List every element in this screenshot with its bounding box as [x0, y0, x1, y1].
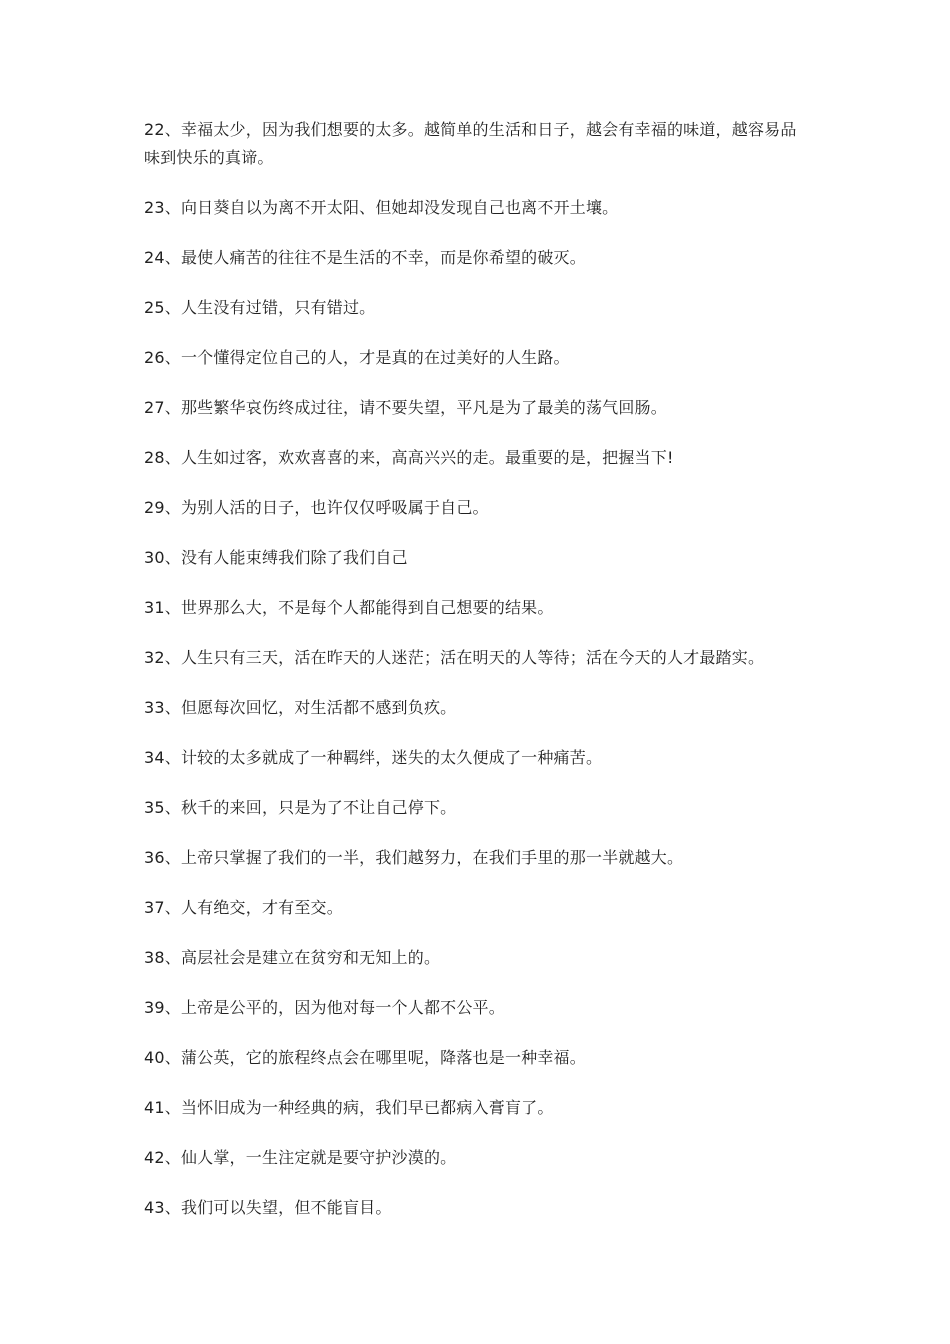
quote-paragraph: 38、高层社会是建立在贫穷和无知上的。: [144, 948, 441, 967]
quote-paragraph: 37、人有绝交，才有至交。: [144, 898, 343, 917]
quote-paragraph: 40、蒲公英，它的旅程终点会在哪里呢，降落也是一种幸福。: [144, 1048, 586, 1067]
quote-paragraph: 28、人生如过客，欢欢喜喜的来，高高兴兴的走。最重要的是，把握当下!: [144, 448, 674, 467]
quote-paragraph: 29、为别人活的日子，也许仅仅呼吸属于自己。: [144, 498, 489, 517]
quote-paragraph: 36、上帝只掌握了我们的一半，我们越努力，在我们手里的那一半就越大。: [144, 848, 684, 867]
quote-paragraph: 39、上帝是公平的，因为他对每一个人都不公平。: [144, 998, 505, 1017]
quote-paragraph: 27、那些繁华哀伤终成过往，请不要失望，平凡是为了最美的荡气回肠。: [144, 398, 667, 417]
quote-paragraph: 22、幸福太少，因为我们想要的太多。越简单的生活和日子，越会有幸福的味道，越容易品味到快乐的真谛。: [144, 120, 797, 167]
quote-paragraph: 25、人生没有过错，只有错过。: [144, 298, 376, 317]
quote-paragraph: 42、仙人掌，一生注定就是要守护沙漠的。: [144, 1148, 457, 1167]
quote-paragraph: 24、最使人痛苦的往往不是生活的不幸，而是你希望的破灭。: [144, 248, 586, 267]
quote-paragraph: 43、我们可以失望，但不能盲目。: [144, 1198, 392, 1217]
quote-paragraph: 33、但愿每次回忆，对生活都不感到负疚。: [144, 698, 457, 717]
quote-paragraph: 35、秋千的来回，只是为了不让自己停下。: [144, 798, 457, 817]
quote-paragraph: 23、向日葵自以为离不开太阳、但她却没发现自己也离不开土壤。: [144, 198, 619, 217]
quote-paragraph: 26、一个懂得定位自己的人，才是真的在过美好的人生路。: [144, 348, 570, 367]
quote-paragraph: 31、世界那么大，不是每个人都能得到自己想要的结果。: [144, 598, 554, 617]
quote-paragraph: 34、计较的太多就成了一种羁绊，迷失的太久便成了一种痛苦。: [144, 748, 603, 767]
quote-paragraph: 32、人生只有三天，活在昨天的人迷茫；活在明天的人等待；活在今天的人才最踏实。: [144, 648, 765, 667]
quote-paragraph: 41、当怀旧成为一种经典的病，我们早已都病入膏肓了。: [144, 1098, 554, 1117]
quote-list: [144, 116, 806, 1244]
quote-paragraph: 30、没有人能束缚我们除了我们自己: [144, 548, 408, 567]
